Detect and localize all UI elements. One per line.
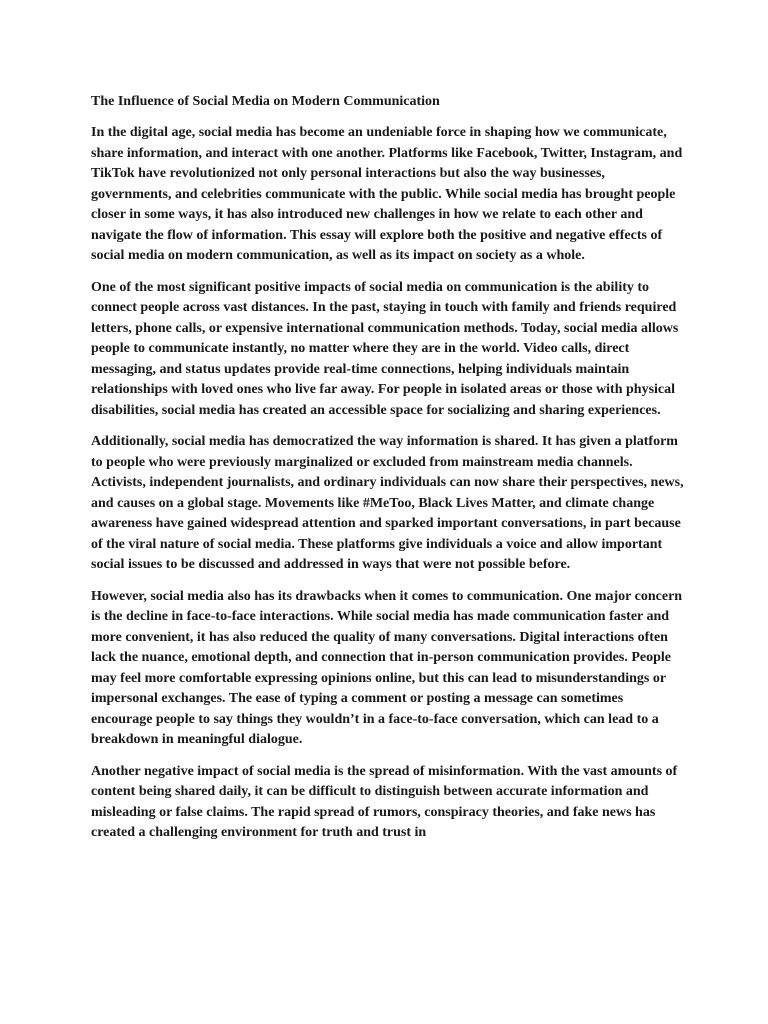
paragraph-democratized-information: Additionally, social media has democratized the way information is shared. It has given a platform to people who were previously marginalized or excluded from mainstream media channels. Activists, independent journalists, and ordinary individuals can now share their perspectives, news, and causes on a global stage. Movements like #MeToo, Black Lives Matter, and climate change awareness have gained widespread attention and sparked important conversations, in part because of the viral nature of social media. These platforms give individuals a voice and allow important social issues to be discussed and addressed in ways that were not possible before. bbox=[91, 434, 684, 572]
paragraph-positive-connection: One of the most significant positive impacts of social media on communication is the ability to connect people across vast distances. In the past, staying in touch with family and friends required letters, phone calls, or expensive international communication methods. Today, social media allows people to communicate instantly, no matter where they are in the world. Video calls, direct messaging, and status updates provide real-time connections, helping individuals maintain relationships with loved ones who live far away. For people in isolated areas or those with physical disabilities, social media has created an accessible space for socializing and sharing experiences. bbox=[91, 279, 679, 418]
document-title: The Influence of Social Media on Modern Communication bbox=[91, 94, 440, 109]
paragraph-intro: In the digital age, social media has become an undeniable force in shaping how we communicate, share information, and interact with one another. Platforms like Facebook, Twitter, Instagram, and TikTok have revolutionized not only personal interactions but also the way businesses, governments, and celebrities communicate with the public. While social media has brought people closer in some ways, it has also introduced new challenges in how we relate to each other and navigate the flow of information. This essay will explore both the positive and negative effects of social media on modern communication, as well as its impact on society as a whole. bbox=[91, 125, 683, 263]
paragraph-drawbacks: However, social media also has its drawbacks when it comes to communication. One major concern is the decline in face-to-face interactions. While social media has made communication faster and more convenient, it has also reduced the quality of many conversations. Digital interactions often lack the nuance, emotional depth, and connection that in-person communication provides. People may feel more comfortable expressing opinions online, but this can lead to misunderstandings or impersonal exchanges. The ease of typing a comment or posting a message can sometimes encourage people to say things they wouldn’t in a face-to-face conversation, which can lead to a breakdown in meaningful dialogue. bbox=[91, 588, 683, 747]
paragraph-misinformation: Another negative impact of social media is the spread of misinformation. With the vast amounts of content being shared daily, it can be difficult to distinguish between accurate information and misleading or false claims. The rapid spread of rumors, conspiracy theories, and fake news has created a challenging environment for truth and trust in bbox=[91, 763, 678, 840]
document-page bbox=[91, 92, 685, 855]
